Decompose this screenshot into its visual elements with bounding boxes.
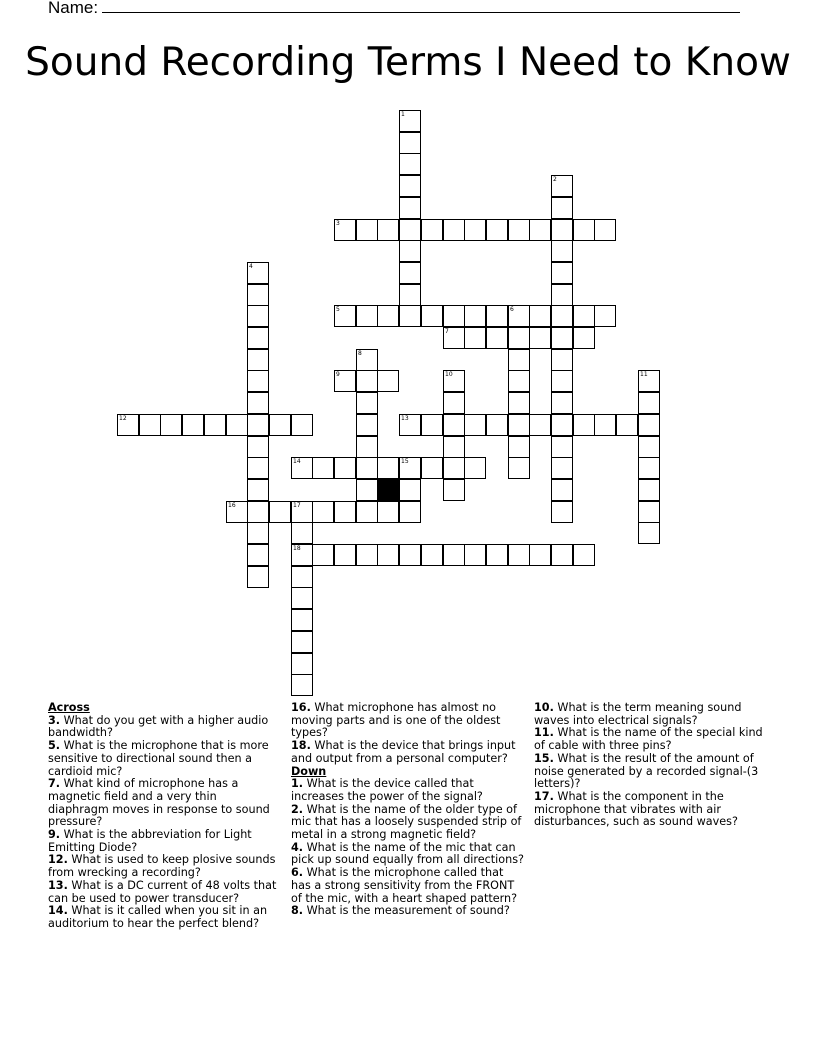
clue-item-number: 10.	[534, 701, 554, 714]
crossword-cell[interactable]	[334, 544, 356, 566]
clue-number: 1	[401, 111, 405, 118]
clue-item-number: 9.	[48, 828, 61, 842]
crossword-cell[interactable]	[247, 414, 269, 436]
crossword-cell[interactable]	[377, 219, 399, 241]
crossword-cell[interactable]	[638, 436, 660, 458]
crossword-cell[interactable]	[399, 197, 421, 219]
crossword-cell[interactable]	[291, 501, 313, 523]
crossword-cell[interactable]	[443, 479, 465, 501]
crossword-cell[interactable]	[399, 153, 421, 175]
clue-number: 7	[445, 328, 449, 335]
crossword-cell[interactable]	[551, 197, 573, 219]
crossword-cell[interactable]	[464, 544, 486, 566]
crossword-cell[interactable]	[356, 349, 378, 371]
crossword-cell[interactable]	[247, 370, 269, 392]
clue-number: 3	[336, 220, 340, 227]
crossword-cell[interactable]	[573, 544, 595, 566]
crossword-cell[interactable]	[334, 305, 356, 327]
clue-number: 10	[445, 371, 453, 378]
crossword-cell[interactable]	[594, 414, 616, 436]
crossword-cell[interactable]	[399, 479, 421, 501]
clue-item-text: What microphone has almost no moving parts and is one of the oldest types?	[291, 701, 501, 740]
crossword-cell[interactable]	[247, 566, 269, 588]
crossword-cell[interactable]	[247, 392, 269, 414]
clue-item-number: 16.	[291, 701, 311, 714]
clue-item	[48, 905, 280, 930]
clue-item-text: What is the name of the older type of mic that has a loosely suspended strip of metal in a strong magnetic field?	[291, 802, 522, 842]
crossword-cell[interactable]	[139, 414, 161, 436]
crossword-cell[interactable]	[356, 457, 378, 479]
crossword-cell[interactable]	[356, 219, 378, 241]
clue-item	[48, 740, 280, 778]
clue-item-text: What is the result of the amount of noise generated by a recorded signal-(3 letters)?	[534, 751, 759, 791]
crossword-cell[interactable]	[399, 305, 421, 327]
clue-item-text: What is a DC current of 48 volts that can be used to power transducer?	[48, 878, 277, 905]
crossword-cell[interactable]	[594, 219, 616, 241]
crossword-cell[interactable]	[399, 110, 421, 132]
crossword-cell[interactable]	[247, 305, 269, 327]
crossword-cell[interactable]	[247, 262, 269, 284]
clue-item	[534, 702, 766, 727]
crossword-cell[interactable]	[399, 414, 421, 436]
crossword-cell[interactable]	[443, 414, 465, 436]
crossword-cell[interactable]	[638, 522, 660, 544]
clue-number: 11	[640, 371, 648, 378]
clue-item-text: What is the name of the mic that can pick up sound equally from all directions?	[291, 840, 524, 867]
crossword-cell[interactable]	[443, 219, 465, 241]
crossword-cell[interactable]	[399, 132, 421, 154]
crossword-cell[interactable]	[551, 175, 573, 197]
crossword-cell[interactable]	[573, 327, 595, 349]
clue-item	[48, 829, 280, 854]
crossword-cell[interactable]	[160, 414, 182, 436]
crossword-cell[interactable]	[443, 370, 465, 392]
crossword-cell[interactable]	[529, 544, 551, 566]
clue-item-text: What is the component in the microphone that vibrates with air disturbances, such as sound waves?	[534, 789, 738, 829]
crossword-cell[interactable]	[291, 544, 313, 566]
crossword-cell[interactable]	[312, 457, 334, 479]
crossword-cell[interactable]	[291, 631, 313, 653]
crossword-cell[interactable]	[399, 501, 421, 523]
crossword-cell[interactable]	[334, 457, 356, 479]
clue-item-number: 5.	[48, 739, 61, 753]
clues-column-1	[48, 702, 280, 931]
clue-item-number: 3.	[48, 713, 61, 727]
crossword-cell[interactable]	[356, 436, 378, 458]
crossword-cell[interactable]	[508, 305, 530, 327]
crossword-cell[interactable]	[508, 327, 530, 349]
crossword-cell[interactable]	[551, 544, 573, 566]
clue-item-number: 14.	[48, 904, 68, 918]
crossword-cell[interactable]	[594, 305, 616, 327]
clue-item-text: What is the device that brings input and output from a personal computer?	[291, 739, 516, 765]
crossword-cell[interactable]	[551, 284, 573, 306]
crossword-cell[interactable]	[399, 457, 421, 479]
crossword-cell[interactable]	[638, 392, 660, 414]
crossword-cell[interactable]	[508, 392, 530, 414]
crossword-cell[interactable]	[638, 479, 660, 501]
crossword-cell[interactable]	[551, 436, 573, 458]
crossword-cell[interactable]	[638, 501, 660, 523]
crossword-cell[interactable]	[356, 370, 378, 392]
clue-item-text: What is it called when you sit in an auditorium to hear the perfect blend?	[48, 904, 268, 930]
crossword-cell[interactable]	[486, 327, 508, 349]
crossword-cell[interactable]	[291, 587, 313, 609]
crossword-cell[interactable]	[117, 414, 139, 436]
crossword-cell[interactable]	[291, 522, 313, 544]
crossword-cell[interactable]	[291, 674, 313, 696]
clue-item-number: 13.	[48, 878, 68, 892]
crossword-cell[interactable]	[377, 457, 399, 479]
clue-item-text: What is the device called that increases the power of the signal?	[291, 777, 483, 803]
clue-item	[534, 727, 766, 752]
crossword-cell[interactable]	[247, 522, 269, 544]
crossword-cell[interactable]	[247, 436, 269, 458]
clue-item-text: What is the measurement of sound?	[306, 904, 510, 918]
crossword-cell[interactable]	[486, 414, 508, 436]
clue-item	[48, 778, 280, 829]
crossword-cell[interactable]	[291, 566, 313, 588]
crossword-cell[interactable]	[399, 175, 421, 197]
crossword-cell[interactable]	[334, 370, 356, 392]
crossword-cell[interactable]	[551, 305, 573, 327]
crossword-cell[interactable]	[443, 305, 465, 327]
crossword-cell[interactable]	[443, 392, 465, 414]
crossword-cell[interactable]	[508, 544, 530, 566]
clue-number: 13	[401, 415, 409, 422]
clue-item-number: 2.	[291, 802, 304, 816]
crossword-cell[interactable]	[464, 414, 486, 436]
clue-item-text: What do you get with a higher audio bandwidth?	[48, 713, 269, 740]
crossword-cell[interactable]	[247, 501, 269, 523]
crossword-cell[interactable]	[443, 457, 465, 479]
crossword-cell[interactable]	[377, 305, 399, 327]
crossword-cell[interactable]	[247, 327, 269, 349]
crossword-cell[interactable]	[421, 219, 443, 241]
crossword-cell[interactable]	[464, 305, 486, 327]
clue-item	[48, 715, 280, 740]
clue-item-number: 6.	[291, 866, 304, 880]
clue-item-number: 8.	[291, 904, 304, 918]
clue-number: 2	[553, 176, 557, 183]
crossword-cell[interactable]	[399, 262, 421, 284]
clue-number: 8	[358, 350, 362, 357]
clue-item-number: 11.	[534, 726, 554, 740]
crossword-cell[interactable]	[334, 219, 356, 241]
crossword-cell[interactable]	[399, 219, 421, 241]
clues-column-3	[534, 702, 766, 829]
crossword-cell[interactable]	[573, 219, 595, 241]
clue-number: 6	[510, 306, 514, 313]
crossword-cell[interactable]	[551, 327, 573, 349]
crossword-cell[interactable]	[443, 436, 465, 458]
crossword-cell[interactable]	[226, 501, 248, 523]
clue-item-number: 4.	[291, 840, 304, 854]
crossword-cell[interactable]	[421, 457, 443, 479]
crossword-cell[interactable]	[464, 219, 486, 241]
crossword-cell[interactable]	[551, 392, 573, 414]
crossword-cell[interactable]	[377, 544, 399, 566]
crossword-cell[interactable]	[443, 544, 465, 566]
clue-item-number: 7.	[48, 777, 61, 791]
crossword-cell[interactable]	[356, 392, 378, 414]
crossword-cell[interactable]	[247, 544, 269, 566]
clue-item	[534, 791, 766, 829]
crossword-cell[interactable]	[464, 457, 486, 479]
crossword-cell[interactable]	[551, 501, 573, 523]
crossword-cell[interactable]	[551, 414, 573, 436]
clue-item	[291, 842, 524, 867]
crossword-cell[interactable]	[529, 327, 551, 349]
crossword-cell[interactable]	[399, 544, 421, 566]
crossword-cell[interactable]	[551, 349, 573, 371]
crossword-cell[interactable]	[312, 501, 334, 523]
clue-item-text: What is the name of the special kind of cable with three pins?	[534, 726, 763, 753]
clue-number: 16	[228, 502, 236, 509]
crossword-cell[interactable]	[247, 349, 269, 371]
crossword-cell[interactable]	[226, 414, 248, 436]
clue-item-text: What is the abbreviation for Light Emitting Diode?	[48, 828, 252, 854]
crossword-cell[interactable]	[356, 544, 378, 566]
clue-section-heading: Down	[291, 764, 327, 778]
crossword-cell[interactable]	[182, 414, 204, 436]
crossword-cell[interactable]	[377, 501, 399, 523]
clue-item-number: 18.	[291, 739, 311, 753]
clue-item	[534, 753, 766, 791]
crossword-cell[interactable]	[551, 219, 573, 241]
crossword-cell[interactable]	[573, 414, 595, 436]
crossword-cell[interactable]	[269, 414, 291, 436]
clue-number: 17	[293, 502, 301, 509]
clue-item-number: 15.	[534, 751, 554, 765]
clues-column-2	[291, 702, 524, 918]
crossword-cell[interactable]	[551, 479, 573, 501]
crossword-cell[interactable]	[269, 501, 291, 523]
crossword-cell[interactable]	[508, 370, 530, 392]
clue-item	[291, 778, 524, 803]
crossword-cell[interactable]	[356, 479, 378, 501]
crossword-cell[interactable]	[377, 370, 399, 392]
clue-section-heading: Across	[48, 701, 90, 714]
crossword-cell[interactable]	[204, 414, 226, 436]
crossword-cell[interactable]	[573, 305, 595, 327]
crossword-cell[interactable]	[638, 457, 660, 479]
crossword-cell[interactable]	[291, 457, 313, 479]
crossword-cell[interactable]	[486, 544, 508, 566]
clue-item	[48, 854, 280, 879]
crossword-cell[interactable]	[356, 501, 378, 523]
crossword-cell[interactable]	[247, 479, 269, 501]
clue-item-number: 12.	[48, 853, 68, 867]
crossword-cell[interactable]	[551, 262, 573, 284]
clue-item	[291, 702, 524, 740]
clue-item-text: What is used to keep plosive sounds from wrecking a recording?	[48, 853, 276, 880]
crossword-cell[interactable]	[508, 219, 530, 241]
crossword-cell[interactable]	[421, 414, 443, 436]
crossword-cell[interactable]	[551, 240, 573, 262]
clue-item-number: 1.	[291, 777, 304, 791]
clue-item-text: What is the microphone called that has a strong sensitivity from the FRONT of the mic, with a heart shaped pattern?	[291, 866, 518, 905]
clue-item-text: What kind of microphone has a magnetic field and a very thin diaphragm moves in response to sound pressure?	[48, 777, 270, 829]
crossword-cell[interactable]	[486, 219, 508, 241]
clue-item	[291, 804, 524, 842]
crossword-cell[interactable]	[334, 501, 356, 523]
crossword-cell[interactable]	[356, 414, 378, 436]
crossword-cell[interactable]	[508, 457, 530, 479]
crossword-cell[interactable]	[399, 284, 421, 306]
crossword-cell[interactable]	[486, 305, 508, 327]
crossword-cell[interactable]	[529, 219, 551, 241]
clue-item-text: What is the term meaning sound waves into electrical signals?	[534, 701, 742, 727]
crossword-cell[interactable]	[443, 327, 465, 349]
clue-item	[291, 740, 524, 765]
crossword-cell[interactable]	[529, 414, 551, 436]
crossword-cell[interactable]	[312, 544, 334, 566]
crossword-cell[interactable]	[247, 284, 269, 306]
crossword-cell[interactable]	[464, 327, 486, 349]
clue-number: 14	[293, 458, 301, 465]
clue-item	[291, 905, 524, 918]
crossword-cell[interactable]	[529, 305, 551, 327]
clue-number: 12	[119, 415, 127, 422]
crossword-cell[interactable]	[291, 653, 313, 675]
crossword-cell[interactable]	[247, 457, 269, 479]
crossword-cell[interactable]	[551, 370, 573, 392]
clue-number: 4	[249, 263, 253, 270]
crossword-cell[interactable]	[356, 305, 378, 327]
crossword-cell[interactable]	[291, 414, 313, 436]
clue-number: 9	[336, 371, 340, 378]
clue-number: 15	[401, 458, 409, 465]
clue-item-text: What is the microphone that is more sensitive to directional sound then a cardioid mic?	[48, 739, 269, 778]
crossword-cell[interactable]	[551, 457, 573, 479]
crossword-cell[interactable]	[399, 240, 421, 262]
crossword-cell[interactable]	[421, 544, 443, 566]
crossword-cell[interactable]	[508, 349, 530, 371]
name-label: Name:	[48, 0, 99, 17]
clue-item-number: 17.	[534, 789, 554, 803]
puzzle-title: Sound Recording Terms I Need to Know	[25, 40, 791, 85]
clue-number: 18	[293, 545, 301, 552]
crossword-cell[interactable]	[291, 609, 313, 631]
clue-number: 5	[336, 306, 340, 313]
crossword-cell[interactable]	[508, 436, 530, 458]
crossword-cell[interactable]	[638, 414, 660, 436]
clue-item	[48, 880, 280, 905]
crossword-cell[interactable]	[638, 370, 660, 392]
crossword-cell[interactable]	[421, 305, 443, 327]
crossword-cell[interactable]	[616, 414, 638, 436]
clue-item	[291, 867, 524, 905]
crossword-cell[interactable]	[508, 414, 530, 436]
black-square	[377, 479, 399, 501]
